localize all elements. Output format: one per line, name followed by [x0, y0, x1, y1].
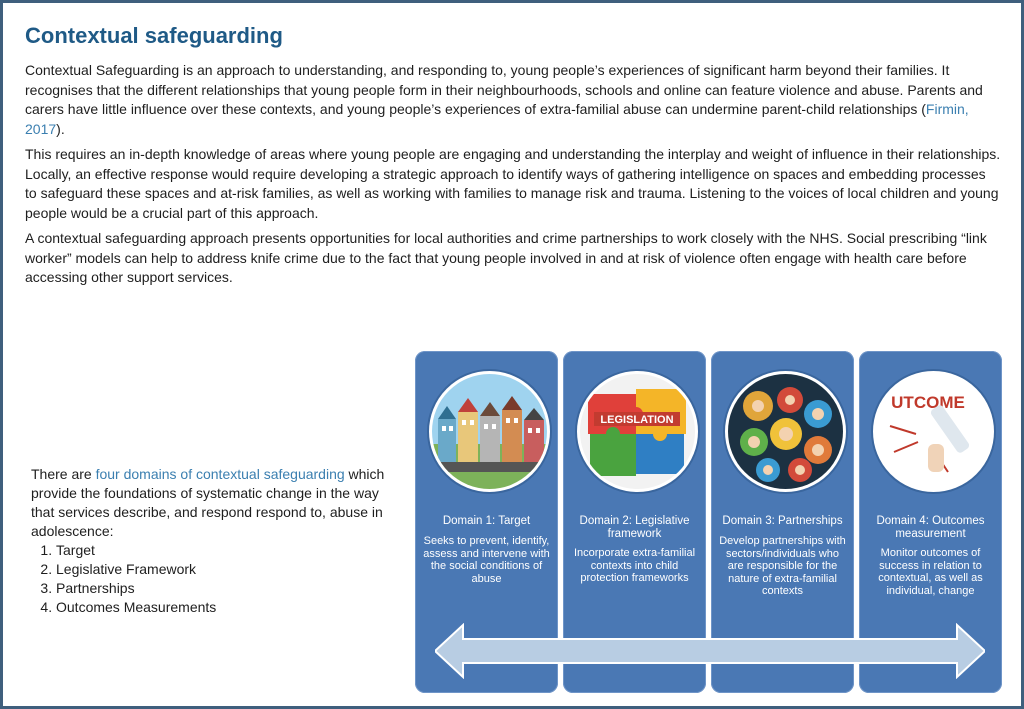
firmin-citation-link[interactable]: Firmin, 2017 — [25, 101, 969, 137]
domain-title: Domain 2: Legislative framework — [579, 515, 690, 540]
intro-paragraph — [25, 61, 1001, 139]
nhs-paragraph: A contextual safeguarding approach presents opportunities for local authorities and crime partnerships to work closely with the NHS. Social prescribing “link worker” models can help to address knife crime due to the fact that young people involved in and at risk of violence often engage with health care before accessing other support services. — [25, 230, 987, 285]
page-title: Contextual safeguarding — [25, 23, 283, 48]
domain-description: Develop partnerships with sectors/individuals who are responsible for the nature of extra-familial contexts — [719, 535, 846, 597]
domains-link[interactable]: four domains of contextual safeguarding — [95, 466, 345, 482]
domain-title: Domain 3: Partnerships — [722, 515, 843, 527]
domains-graphic — [415, 351, 1005, 695]
domain-title: Domain 1: Target — [442, 515, 531, 527]
knowledge-paragraph: This requires an in-depth knowledge of areas where young people are engaging and understanding the interplay and weight of influence in their relationships. Locally, an effective response would require developing a strategic approach to identify ways of gathering intelligence on spaces and embedding processes to safeguard these spaces and at-risk families, as well as working with families to manage risk and trauma. Listening to the voices of local children and young people would be a crucial part of this approach. — [25, 146, 1001, 221]
domain-description: Seeks to prevent, identify, assess and intervene with the social conditions of abuse — [423, 535, 550, 585]
list-item: 4. Outcomes Measurements — [56, 598, 406, 617]
intro-text: Contextual Safeguarding is an approach to understanding, and responding to, young people’s experiences of significant harm beyond their families. It recognises that the different relationships that young people form in their neighbourhoods, schools and online can feature violence and abuse. Parents and carers have little influence over these contexts, and young people’s experiences of extra-familial abuse can undermine parent-child relationships ( — [25, 62, 983, 117]
legislation-label: LEGISLATION — [600, 414, 674, 426]
gears-people-icon — [725, 371, 846, 492]
domain-title: Domain 4: Outcomes measurement — [876, 515, 985, 540]
domains-list — [31, 541, 406, 617]
domain-description: Monitor outcomes of success in relation to contextual, as well as individual, change — [878, 547, 983, 597]
outcome-marker-icon — [873, 371, 994, 492]
list-item: 1. Target — [56, 541, 406, 560]
legislation-puzzle-icon — [577, 371, 698, 492]
domain-description: Incorporate extra-familial contexts into child protection frameworks — [573, 547, 696, 584]
domains-intro — [31, 465, 406, 617]
list-item: 3. Partnerships — [56, 579, 406, 598]
intro-text-end: ). — [56, 120, 65, 137]
outcome-label: UTCOME — [891, 393, 965, 412]
double-arrow-icon — [435, 623, 985, 679]
houses-icon — [429, 371, 550, 492]
domains-intro-text: There are four domains of contextual safeguarding which provide the foundations of systematic change in the way that services describe, and respond respond to, abuse in adolescence: — [31, 466, 385, 539]
list-item: 2. Legislative Framework — [56, 560, 406, 579]
